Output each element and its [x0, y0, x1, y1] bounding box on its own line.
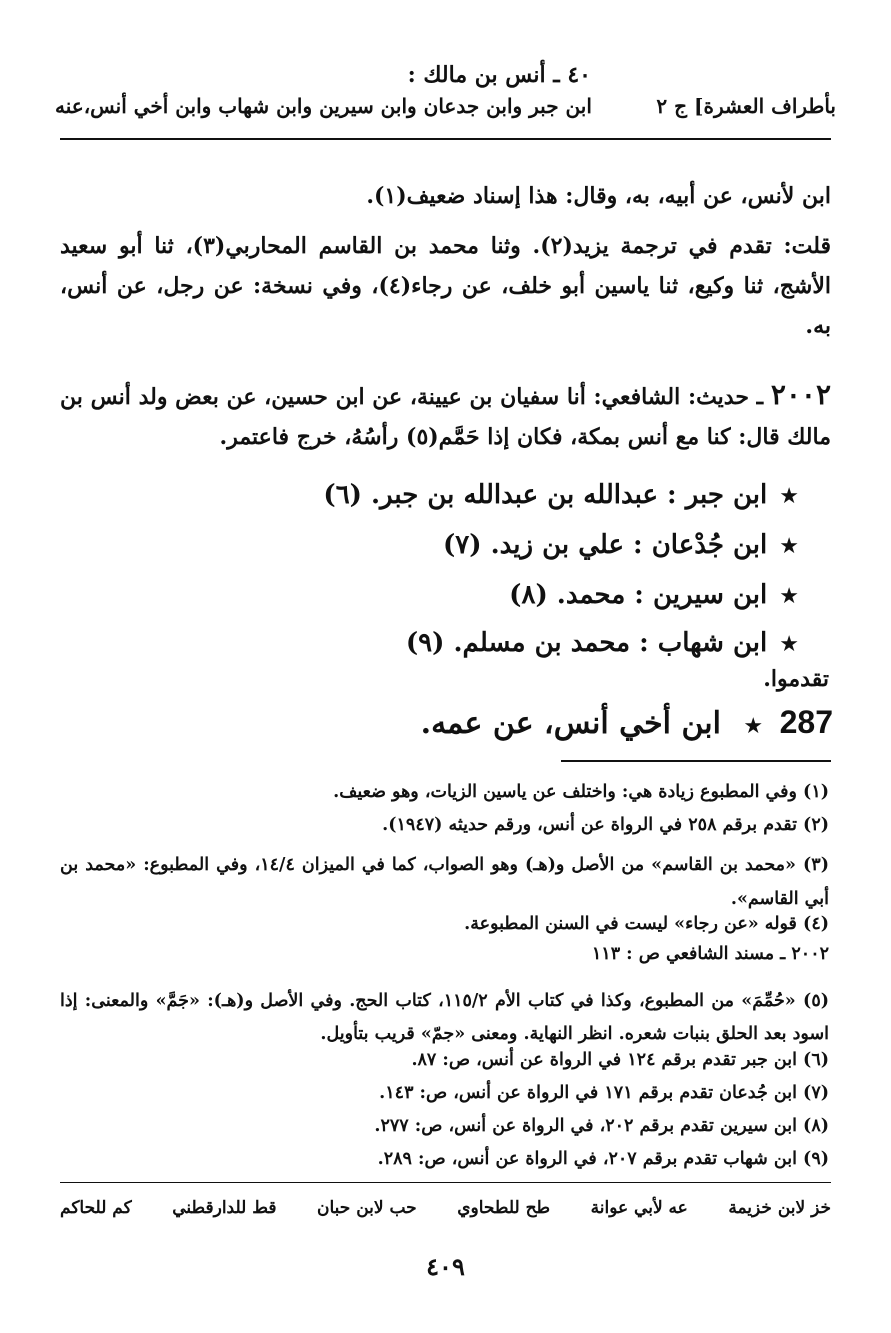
footnote: (٤) قوله «عن رجاء» ليست في السنن المطبوعة.: [464, 914, 829, 934]
entry-number: 287: [779, 704, 833, 740]
footnote: (٧) ابن جُدعان تقدم برقم ١٧١ في الرواة عن أنس، ص: ١٤٣.: [379, 1083, 829, 1103]
abbreviation-legend: [60, 1198, 831, 1218]
star-icon: ★: [743, 714, 764, 739]
legend-item: طح للطحاوي: [457, 1198, 551, 1218]
legend-item: قط للدارقطني: [172, 1198, 277, 1218]
footnote: (٨) ابن سيرين تقدم برقم ٢٠٢، في الرواة عن أنس، ص: ٢٧٧.: [374, 1116, 829, 1136]
page-number: ٤٠٩: [426, 1252, 465, 1281]
running-header-reference: بأطراف العشرة] ج ٢: [656, 94, 836, 118]
running-header: [55, 94, 836, 118]
paragraph-2: قلت: تقدم في ترجمة يزيد(٢). وثنا محمد بن القاسم المحاربي(٣)، ثنا أبو سعيد الأشج، ثنا وكيع، ثنا ياسين أبو خلف، عن رجاء(٤)، وفي نسخة: عن رجل، عن أنس، به.: [60, 233, 831, 339]
hadith-number: ٢٠٠٢: [770, 378, 831, 411]
header-rule: [60, 138, 831, 140]
footnote: (٢) تقدم برقم ٢٥٨ في الرواة عن أنس، ورقم حديثه (١٩٤٧).: [382, 815, 829, 835]
legend-item: كم للحاكم: [60, 1198, 132, 1218]
footnote: (٩) ابن شهاب تقدم برقم ٢٠٧، في الرواة عن أنس، ص: ٢٨٩.: [377, 1149, 829, 1169]
narrator-text: ابن شهاب : محمد بن مسلم. (٩): [405, 628, 768, 658]
narrator-text: ابن سيرين : محمد. (٨): [509, 580, 768, 610]
narrator-line: [443, 530, 799, 560]
star-icon: ★: [779, 632, 799, 657]
paragraph-1: ابن لأنس، عن أبيه، به، وقال: هذا إسناد ضعيف(١).: [366, 183, 831, 209]
star-icon: ★: [779, 484, 799, 509]
entry-text: ابن أخي أنس، عن عمه.: [420, 706, 721, 741]
taqaddamu-note: تقدموا.: [763, 666, 829, 692]
star-icon: ★: [779, 534, 799, 559]
legend-item: عه لأبي عوانة: [590, 1198, 688, 1218]
legend-item: حب لابن حبان: [316, 1198, 417, 1218]
running-header-text: ابن جبر وابن جدعان وابن سيرين وابن شهاب وابن أخي أنس،عنه: [55, 94, 592, 118]
footnote: (٦) ابن جبر تقدم برقم ١٢٤ في الرواة عن أنس، ص: ٨٧.: [411, 1050, 829, 1070]
entry-287: [421, 704, 833, 741]
narrator-line: [323, 480, 799, 510]
footnote-rule: [561, 760, 831, 762]
narrator-text: ابن جُدْعان : علي بن زيد. (٧): [442, 530, 768, 560]
chapter-title: ٤٠ ـ أنس بن مالك :: [407, 62, 591, 88]
footnote: (٣) «محمد بن القاسم» من الأصل و(هـ) وهو الصواب، كما في الميزان ١٤/٤، وفي المطبوع: «محمد بن أبي القاسم».: [60, 855, 829, 909]
hadith-2002: [60, 375, 831, 457]
legend-rule: [60, 1182, 831, 1183]
footnote: (١) وفي المطبوع زيادة هي: واختلف عن ياسين الزيات، وهو ضعيف.: [333, 782, 829, 802]
footnote-source: ٢٠٠٢ ـ مسند الشافعي ص : ١١٣: [591, 944, 829, 964]
hadith-text: ـ حديث: الشافعي: أنا سفيان بن عيينة، عن ابن حسين، عن بعض ولد أنس بن مالك قال: كنا مع أنس بمكة، فكان إذا حَمَّم(٥) رأسُهُ، خرج فاعتمر.: [60, 384, 831, 450]
narrator-text: ابن جبر : عبدالله بن عبدالله بن جبر. (٦): [323, 480, 768, 510]
narrator-line: [406, 628, 799, 658]
legend-item: خز لابن خزيمة: [728, 1198, 831, 1218]
star-icon: ★: [779, 584, 799, 609]
footnote: (٥) «حُمِّمَ» من المطبوع، وكذا في كتاب الأم ١١٥/٢، كتاب الحج. وفي الأصل و(هـ): «جَمَّ» والمعنى: إذا اسود بعد الحلق بنبات شعره. انظر النهاية. ومعنى «جمّ» قريب بتأويل.: [60, 991, 829, 1044]
narrator-line: [509, 580, 799, 610]
